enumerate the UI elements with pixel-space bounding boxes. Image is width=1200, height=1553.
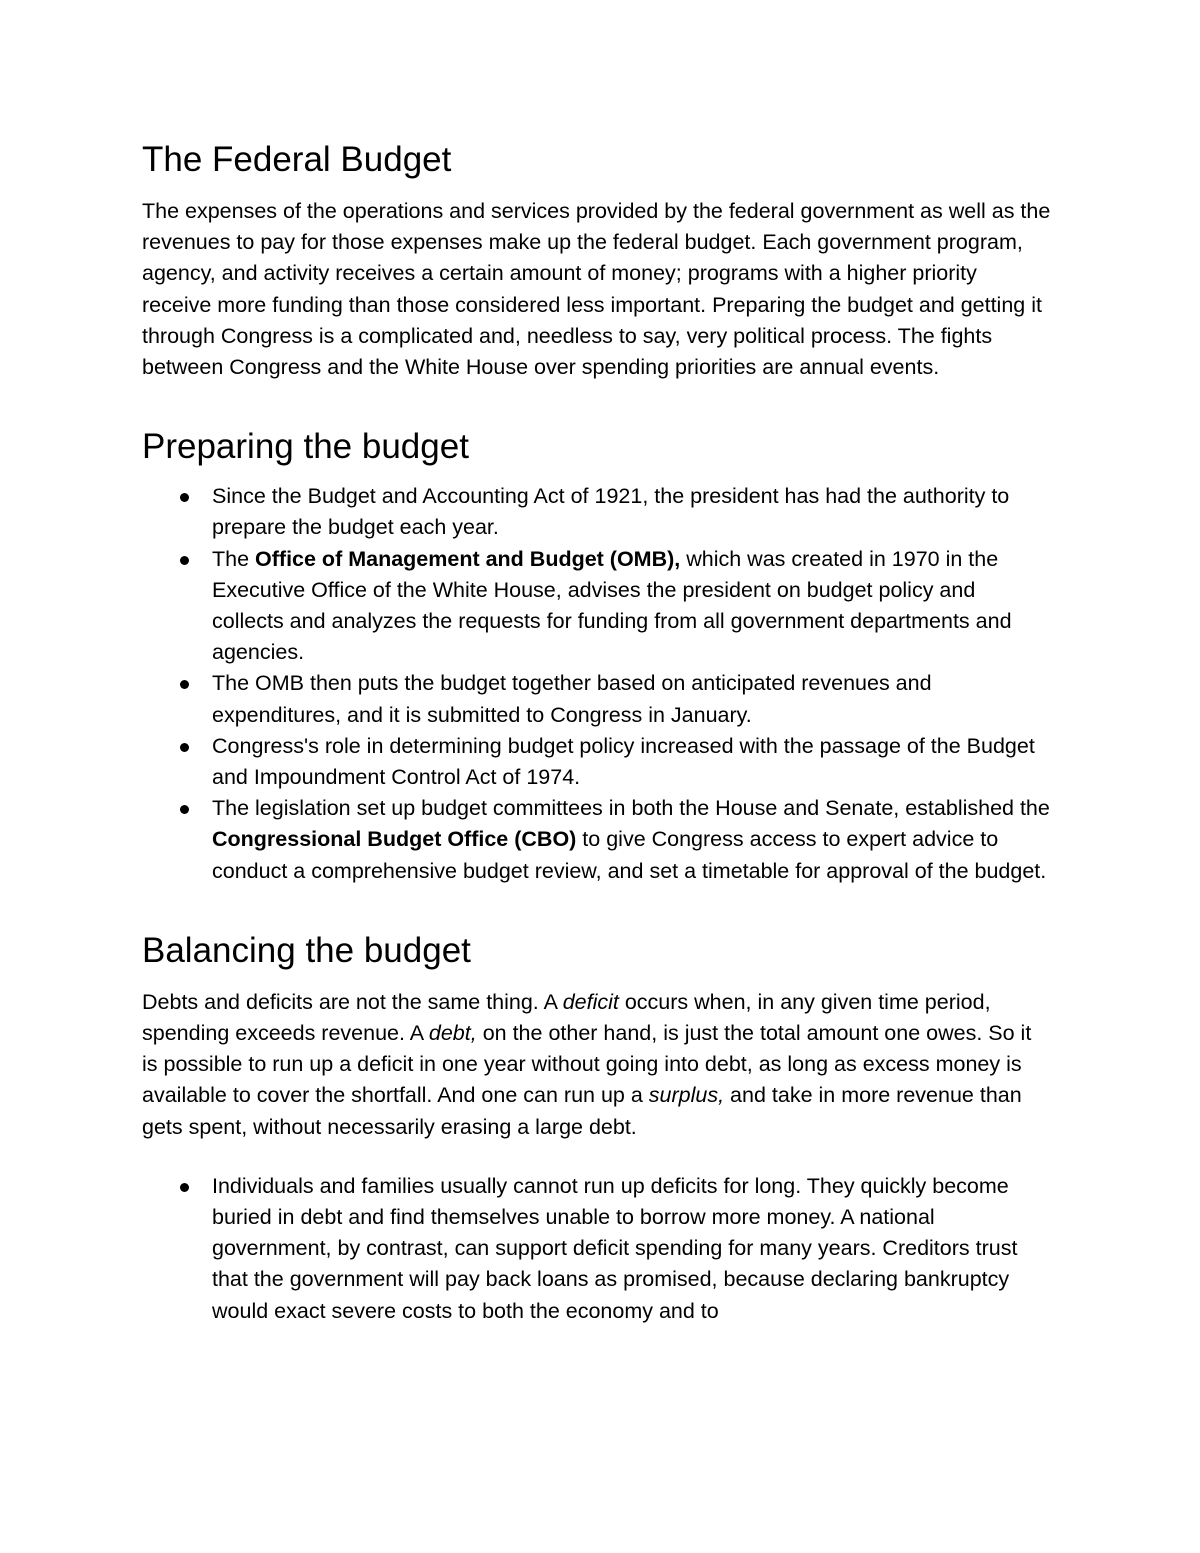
surplus-term: surplus,	[648, 1083, 725, 1108]
paragraph-text: Debts and deficits are not the same thing. A	[142, 989, 563, 1014]
paragraph-federal-budget: The expenses of the operations and services provided by the federal government as well as the revenues to pay for those expenses make up the federal budget. Each government program, agency, and activity receives a certain amount of money; programs with a higher priority receive more funding than those considered less important. Preparing the budget and getting it through Congress is a complicated and, needless to say, very political process. The fights between Congress and the White House over spending priorities are annual events.	[142, 199, 1051, 380]
list-item	[142, 481, 1052, 543]
bullet-icon	[180, 556, 189, 565]
list-item-text: Congress's role in determining budget policy increased with the passage of the Budget and Impoundment Control Act of 1974.	[212, 733, 1035, 790]
list-item-text: The	[212, 546, 256, 571]
paragraph-text: occurs when, in any given time period, spending exceeds revenue. A	[142, 989, 991, 1046]
list-item-text: Individuals and families usually cannot run up deficits for long. They quickly become buried in debt and find themselves unable to borrow more money. A national government, by contrast, can support deficit spending for many years. Creditors trust that the government will pay back loans as promised, because declaring bankruptcy would exact severe costs to both the economy and to	[212, 1173, 1018, 1323]
bullet-icon	[180, 493, 189, 502]
bullet-icon	[180, 680, 189, 689]
omb-term: Office of Management and Budget (OMB),	[255, 546, 681, 571]
list-item	[142, 544, 1052, 669]
cbo-term: Congressional Budget Office (CBO)	[212, 827, 577, 852]
bullet-icon	[180, 805, 189, 814]
list-item-text: to give Congress access to expert advice to conduct a comprehensive budget review, and set a timetable for approval of the budget.	[212, 827, 1047, 883]
paragraph-text: on the other hand, is just the total amount one owes. So it is possible to run up a deficit in one year without going into debt, as long as excess money is available to cover the shortfall. And one can run up a	[142, 1021, 1032, 1108]
list-item	[142, 793, 1052, 887]
deficit-term: deficit	[562, 989, 619, 1014]
bullet-icon	[180, 743, 189, 752]
paragraph-text: and take in more revenue than gets spent, without necessarily erasing a large debt.	[142, 1083, 1022, 1139]
list-item-text: The OMB then puts the budget together based on anticipated revenues and expenditures, and it is submitted to Congress in January.	[212, 671, 932, 727]
list-item	[142, 1171, 1052, 1327]
list-item-text: Since the Budget and Accounting Act of 1921, the president has had the authority to prepare the budget each year.	[212, 484, 1010, 540]
heading-federal-budget: The Federal Budget	[142, 140, 452, 179]
list-item-text: which was created in 1970 in the Executive Office of the White House, advises the president on budget policy and collects and analyzes the requests for funding from all government departments and agencies.	[212, 546, 1012, 665]
list-preparing-budget	[142, 481, 1052, 887]
document-page	[142, 138, 1052, 1327]
list-item	[142, 668, 1052, 730]
list-item-text: The legislation set up budget committees in both the House and Senate, established the	[212, 796, 1050, 821]
debt-term: debt,	[428, 1021, 477, 1046]
list-item	[142, 731, 1052, 793]
bullet-icon	[180, 1183, 189, 1192]
paragraph-balancing-budget	[142, 987, 1052, 1143]
list-balancing-budget	[142, 1171, 1052, 1327]
heading-balancing-budget: Balancing the budget	[142, 930, 471, 970]
heading-preparing-budget: Preparing the budget	[142, 427, 469, 467]
